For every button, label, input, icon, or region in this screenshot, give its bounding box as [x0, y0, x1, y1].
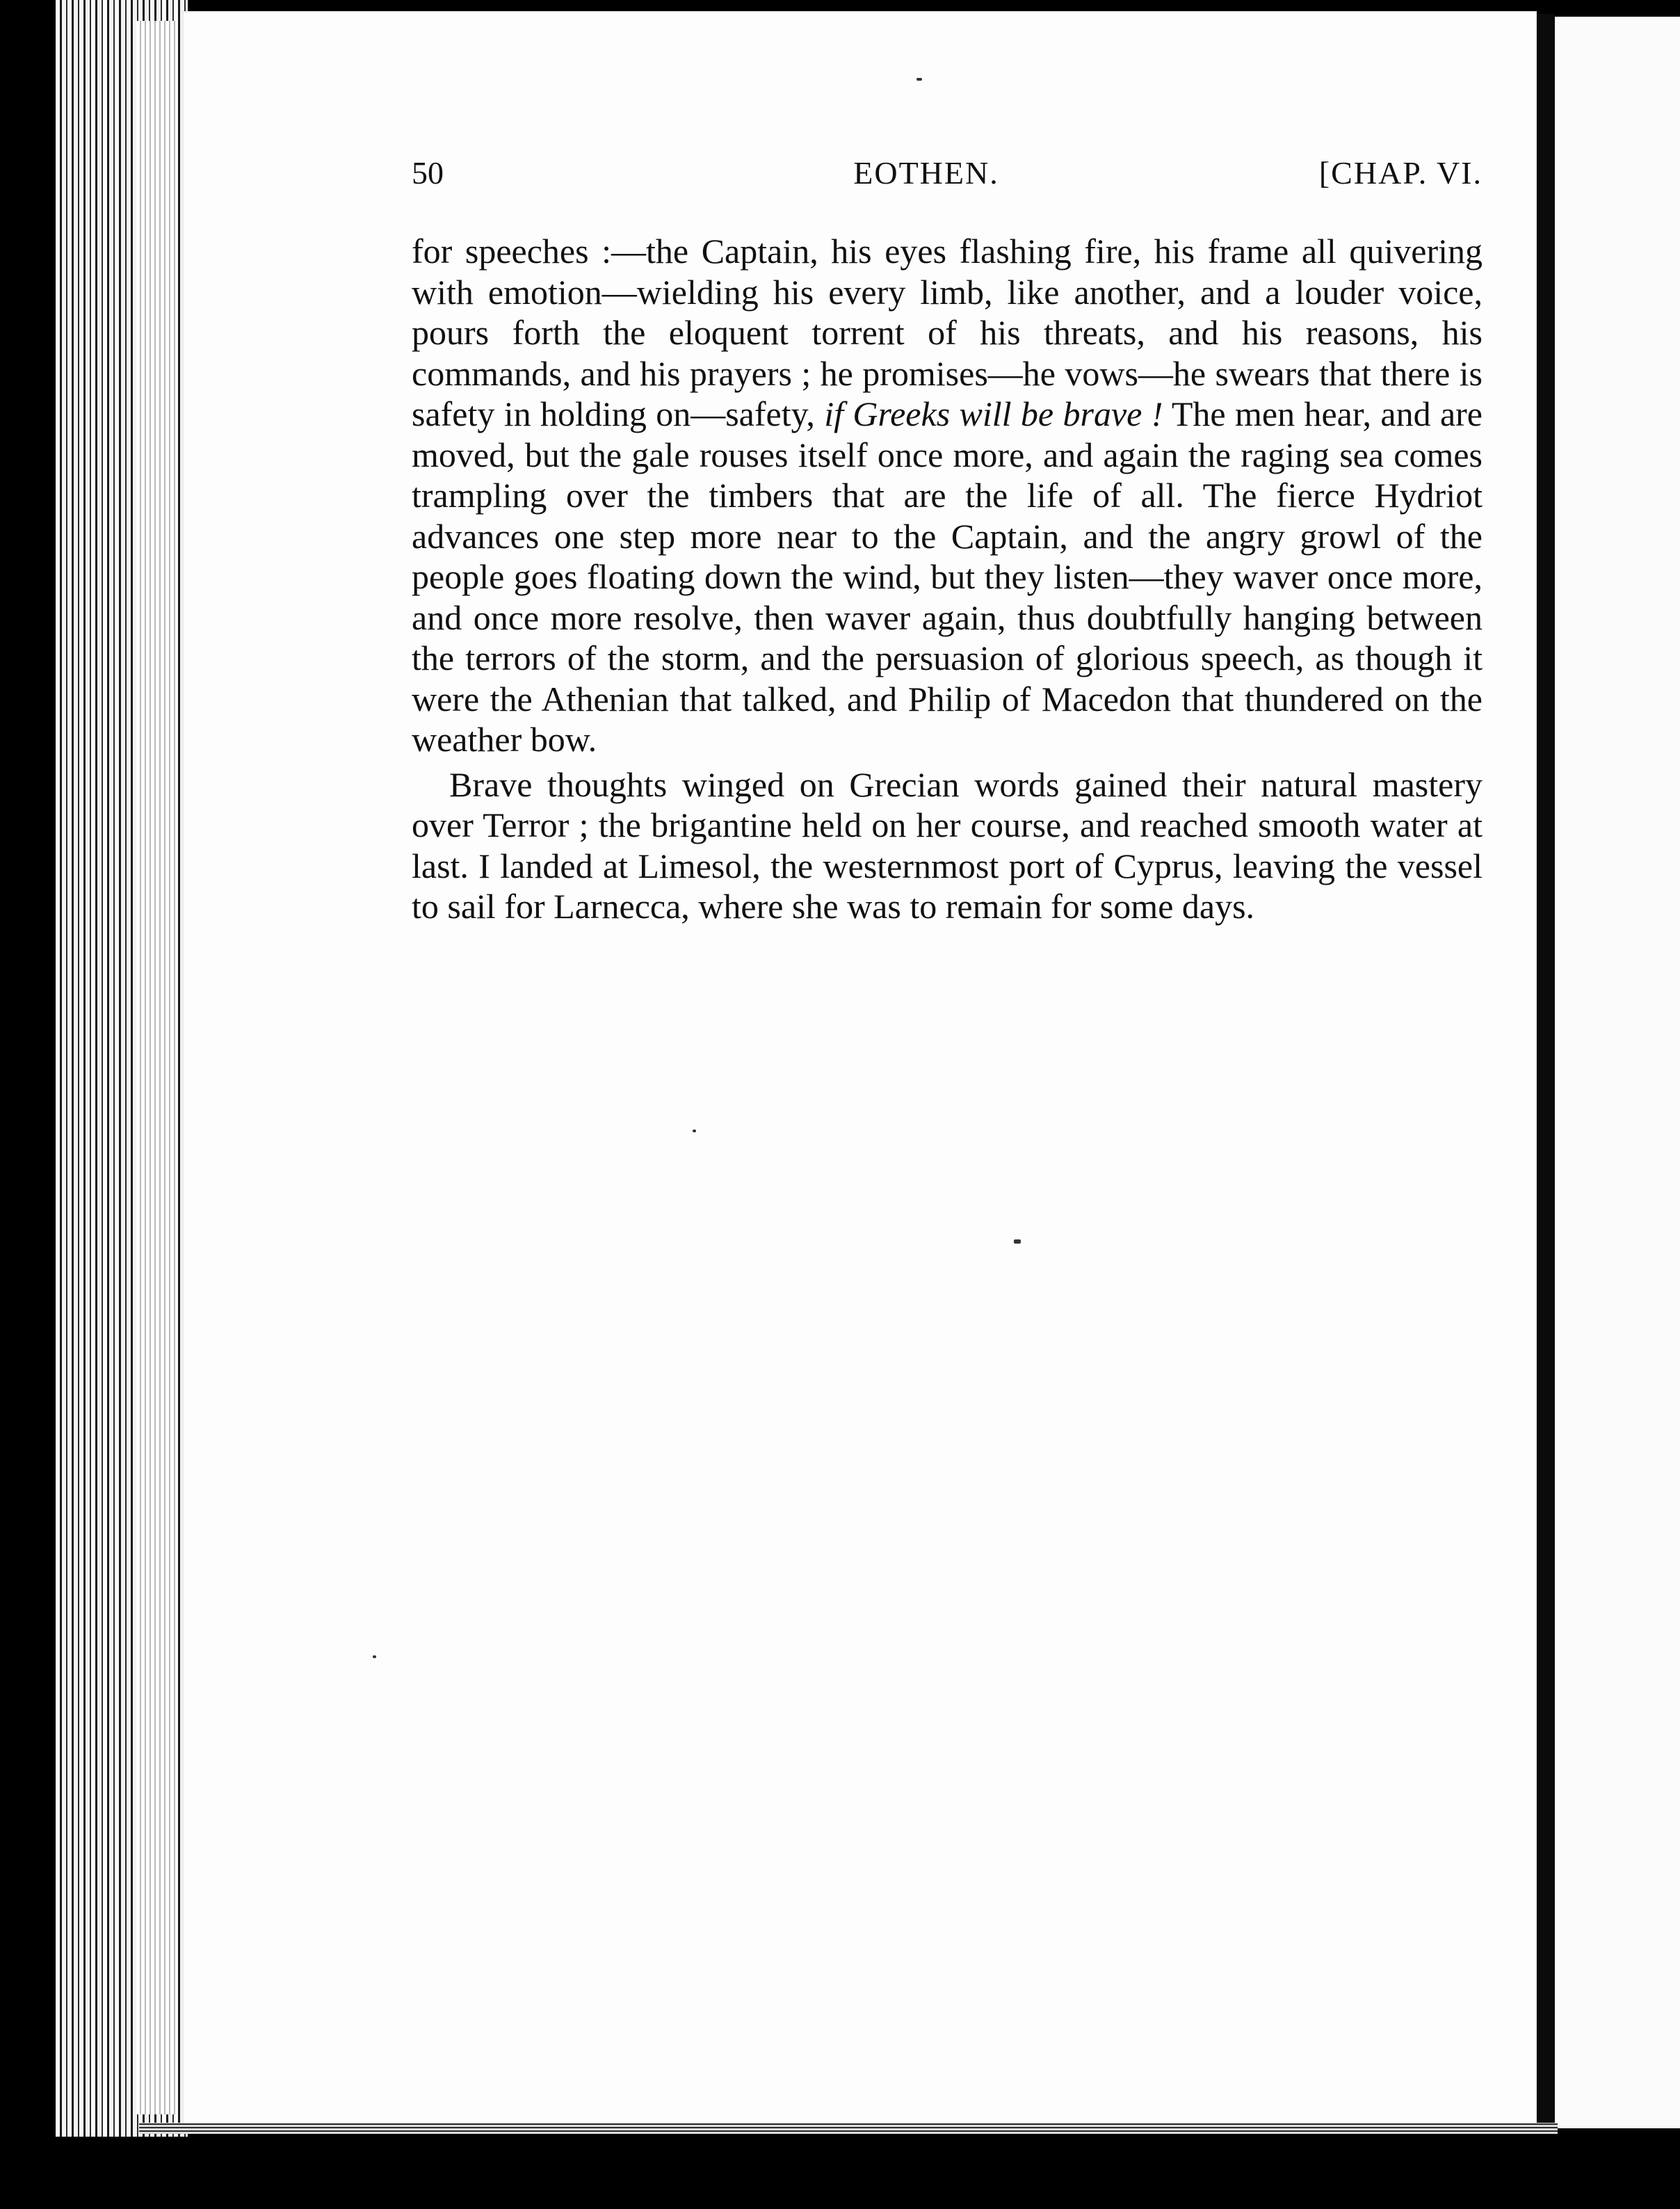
scan-speck — [373, 1655, 376, 1658]
scan-speck — [1014, 1239, 1021, 1244]
paragraph-landing: Brave thoughts winged on Grecian words gained their natural mastery over Terror ; the brigantine held on her course, and reached smooth water at last. I landed at Limesol, the westernmost port of Cyprus, leaving the vessel to sail for Larnecca, where she was to remain for some days. — [412, 764, 1483, 926]
italic-exhortation: if Greeks will be brave ! — [824, 394, 1163, 433]
paragraph-storm — [412, 231, 1483, 760]
page-edges-inner — [136, 21, 178, 2114]
chapter-reference: [CHAP. VI. — [1318, 155, 1483, 191]
book-gutter — [1537, 14, 1555, 2128]
page-number: 50 — [412, 155, 444, 191]
book-title: EOTHEN. — [853, 155, 999, 191]
scan-speck — [916, 78, 922, 81]
running-head — [412, 154, 1483, 204]
facing-page-edge — [1555, 17, 1680, 2128]
paragraph-text: for speeches :—the Captain, his eyes flashing fire, his frame all quivering with emotion—wielding his every limb, like another, and a louder voice, pours forth the eloquent torrent of his threats, and his reasons, his commands, and his prayers ; he promises—he vows—he swears that there is safety in holding on—safety, — [412, 232, 1483, 433]
page-edges-bottom — [139, 2123, 1558, 2134]
scan-speck — [693, 1130, 696, 1132]
paragraph-text: The men hear, and are moved, but the gale rouses itself once more, and again the raging sea comes trampling over the timbers that are the life of all. The fierce Hydriot advances one step more near to the Captain, and the angry growl of the people goes floating down the wind, but they listen—they waver once more, and once more resolve, then waver again, thus doubtfully hanging between the terrors of the storm, and the persuasion of glorious speech, as though it were the Athenian that talked, and Philip of Macedon that thundered on the weather bow. — [412, 394, 1483, 759]
page-text — [412, 154, 1483, 927]
